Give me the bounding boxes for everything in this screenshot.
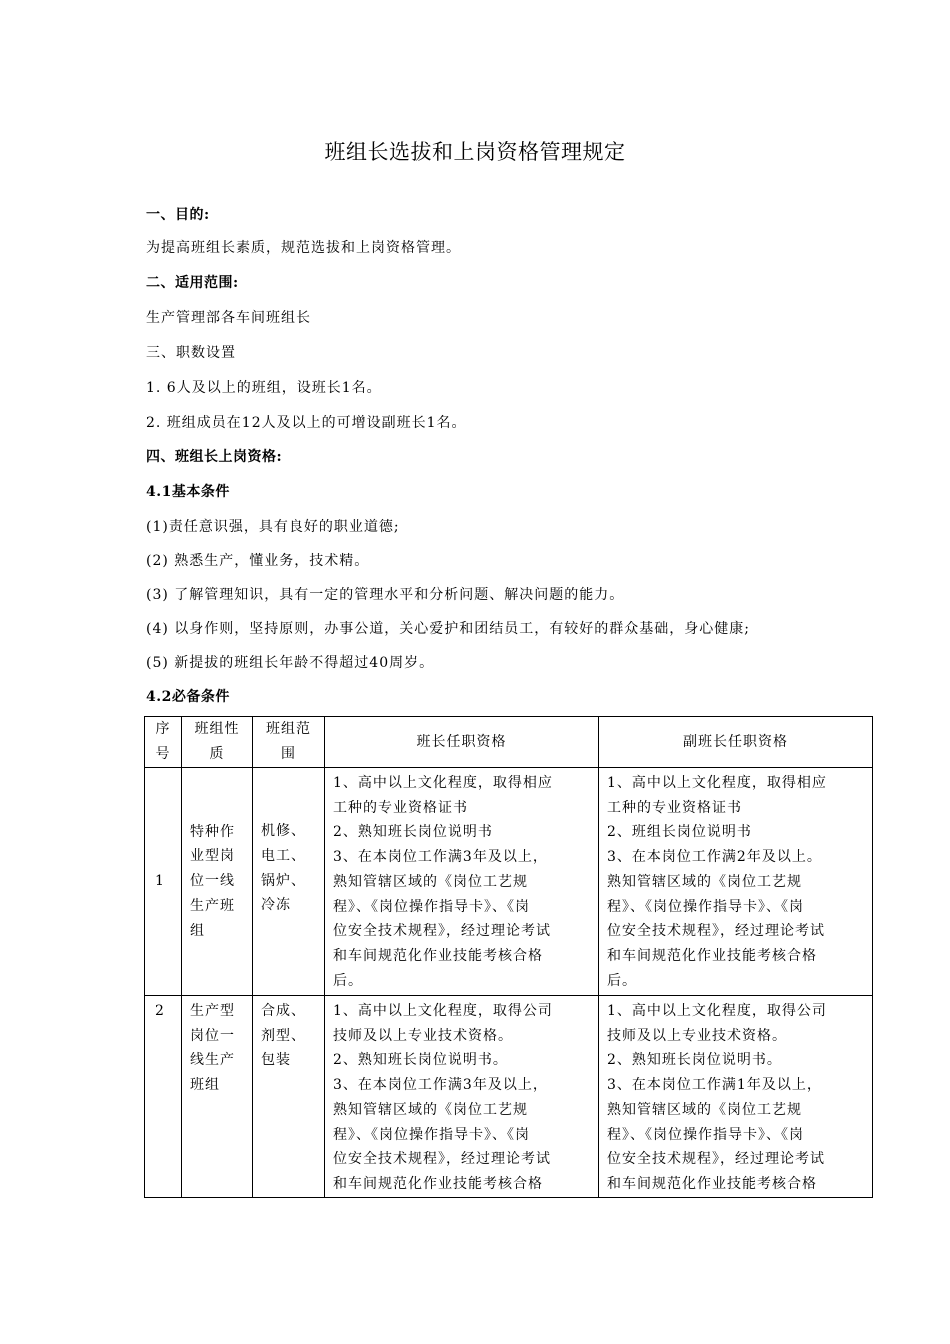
table-row — [145, 768, 873, 996]
positions-item-2: 2. 班组成员在12人及以上的可增设副班长1名。 — [146, 415, 467, 431]
subsection-heading-required: 4.2必备条件 — [146, 689, 230, 705]
page-title: 班组长选拔和上岗资格管理规定 — [324, 140, 626, 164]
basic-condition-4: (4) 以身作则，坚持原则，办事公道，关心爱护和团结员工，有较好的群众基础，身心健康; — [146, 621, 750, 637]
header-scope: 班组范 围 — [253, 717, 325, 768]
header-nature: 班组性 质 — [182, 717, 253, 768]
section-heading-scope: 二、适用范围: — [146, 275, 239, 291]
purpose-text: 为提高班组长素质，规范选拔和上岗资格管理。 — [146, 240, 461, 256]
table-row — [145, 996, 873, 1198]
scope-text: 生产管理部各车间班组长 — [146, 310, 311, 326]
section-heading-positions: 三、职数设置 — [146, 345, 236, 361]
basic-condition-3: (3) 了解管理知识，具有一定的管理水平和分析问题、解决问题的能力。 — [146, 587, 625, 603]
header-leader: 班长任职资格 — [325, 717, 599, 768]
basic-condition-1: (1)责任意识强，具有良好的职业道德; — [146, 519, 400, 535]
row-2-leader-qualifications: 1、高中以上文化程度，取得公司 技师及以上专业技术资格。 2、熟知班长岗位说明书。 3、在本岗位工作满3年及以上， 熟知管辖区域的《岗位工艺规 程》、《岗位操作指导卡》、《岗 位安全技术规程》，经过理论考试 和车间规范化作业技能考核合格 — [325, 996, 599, 1198]
subsection-heading-basic: 4.1基本条件 — [146, 484, 230, 500]
row-1-nature: 特种作 业型岗 位一线 生产班 组 — [182, 768, 253, 996]
requirements-table — [144, 716, 873, 1198]
header-no: 序 号 — [145, 717, 182, 768]
row-2-scope: 合成、 剂型、 包装 — [253, 996, 325, 1198]
header-deputy: 副班长任职资格 — [599, 717, 873, 768]
row-1-no: 1 — [145, 768, 182, 996]
basic-condition-5: (5) 新提拔的班组长年龄不得超过40周岁。 — [146, 655, 435, 671]
table-header-row — [145, 717, 873, 768]
row-1-scope: 机修、 电工、 锅炉、 冷冻 — [253, 768, 325, 996]
section-heading-qualifications: 四、班组长上岗资格: — [146, 449, 283, 465]
positions-item-1: 1. 6人及以上的班组，设班长1名。 — [146, 380, 382, 396]
row-1-leader-qualifications: 1、高中以上文化程度，取得相应 工种的专业资格证书 2、熟知班长岗位说明书 3、在本岗位工作满3年及以上， 熟知管辖区域的《岗位工艺规 程》、《岗位操作指导卡》、《岗 位安全技术规程》，经过理论考试 和车间规范化作业技能考核合格 后。 — [325, 768, 599, 996]
basic-condition-2: (2) 熟悉生产，懂业务，技术精。 — [146, 553, 370, 569]
section-heading-purpose: 一、目的: — [146, 207, 210, 223]
row-2-nature: 生产型 岗位一 线生产 班组 — [182, 996, 253, 1198]
row-2-no: 2 — [145, 996, 182, 1198]
row-1-deputy-qualifications: 1、高中以上文化程度，取得相应 工种的专业资格证书 2、班组长岗位说明书 3、在本岗位工作满2年及以上。 熟知管辖区域的《岗位工艺规 程》、《岗位操作指导卡》、《岗 位安全技术规程》，经过理论考试 和车间规范化作业技能考核合格 后。 — [599, 768, 873, 996]
row-2-deputy-qualifications: 1、高中以上文化程度，取得公司 技师及以上专业技术资格。 2、熟知班长岗位说明书。 3、在本岗位工作满1年及以上， 熟知管辖区域的《岗位工艺规 程》、《岗位操作指导卡》、《岗 位安全技术规程》，经过理论考试 和车间规范化作业技能考核合格 — [599, 996, 873, 1198]
